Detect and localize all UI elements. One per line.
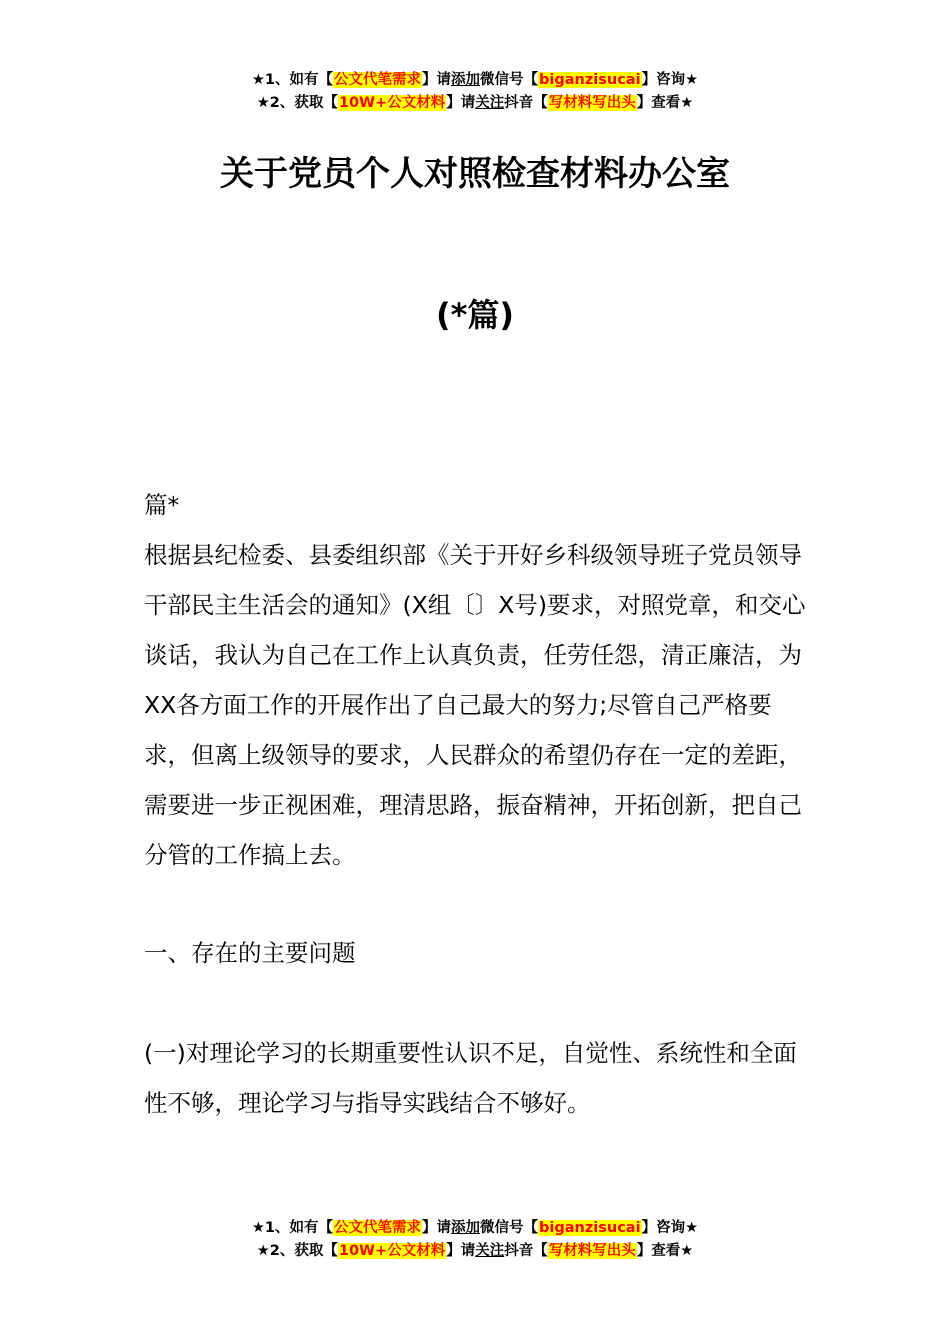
banner-underlined-text: 添加 — [451, 1220, 481, 1236]
intro-section — [144, 480, 810, 880]
header-banner — [0, 69, 950, 115]
banner-text: ★1、如有【 — [251, 1220, 334, 1236]
banner-text: 】请 — [446, 95, 476, 111]
highlight-materials: 10W+公文材料 — [338, 1243, 446, 1259]
highlight-materials: 10W+公文材料 — [338, 95, 446, 111]
banner-underlined-text: 关注 — [475, 1243, 505, 1259]
banner-text: 】查看★ — [636, 95, 694, 111]
banner-text: 抖音【 — [504, 1243, 548, 1259]
banner-line-2 — [0, 92, 950, 115]
section-label: 篇* — [144, 491, 180, 519]
problem-item — [144, 1028, 810, 1128]
banner-text: 】咨询★ — [641, 72, 699, 88]
banner-text: 】请 — [422, 72, 452, 88]
banner-line-1 — [0, 69, 950, 92]
banner-text: 】请 — [422, 1220, 452, 1236]
problem-item-1: (一)对理论学习的长期重要性认识不足，自觉性、系统性和全面性不够，理论学习与指导实践结合不够好。 — [144, 1039, 797, 1117]
highlight-ghostwriting: 公文代笔需求 — [334, 1220, 422, 1236]
banner-underlined-text: 关注 — [475, 95, 505, 111]
intro-paragraph: 根据县纪检委、县委组织部《关于开好乡科级领导班子党员领导干部民主生活会的通知》(X组〔〕X号)要求，对照党章，和交心谈话，我认为自己在工作上认真负责，任劳任怨，清正廉洁，为XX各方面工作的开展作出了自己最大的努力;尽管自己严格要求，但离上级领导的要求，人民群众的希望仍存在一定的差距，需要进一步正视困难，理清思路，振奋精神，开拓创新，把自己分管的工作搞上去。 — [144, 541, 806, 869]
banner-text: 】咨询★ — [641, 1220, 699, 1236]
banner-text: 微信号【 — [480, 72, 539, 88]
banner-text: ★2、获取【 — [256, 95, 338, 111]
document-title: 关于党员个人对照检查材料办公室 — [220, 154, 730, 194]
document-subtitle: (*篇) — [436, 296, 514, 334]
highlight-ghostwriting: 公文代笔需求 — [334, 72, 422, 88]
banner-text: 抖音【 — [504, 95, 548, 111]
highlight-wechat-id: biganzisucai — [539, 72, 641, 88]
footer-banner — [0, 1217, 950, 1263]
banner-line-1 — [0, 1217, 950, 1240]
banner-text: ★2、获取【 — [256, 1243, 338, 1259]
banner-text: 】查看★ — [636, 1243, 694, 1259]
banner-text: 】请 — [446, 1243, 476, 1259]
heading-main-problems: 一、存在的主要问题 — [144, 939, 356, 967]
highlight-wechat-id: biganzisucai — [539, 1220, 641, 1236]
banner-text: ★1、如有【 — [251, 72, 334, 88]
section-heading — [144, 928, 810, 978]
highlight-douyin: 写材料写出头 — [548, 95, 636, 111]
highlight-douyin: 写材料写出头 — [548, 1243, 636, 1259]
banner-line-2 — [0, 1240, 950, 1263]
banner-text: 微信号【 — [480, 1220, 539, 1236]
banner-underlined-text: 添加 — [451, 72, 481, 88]
